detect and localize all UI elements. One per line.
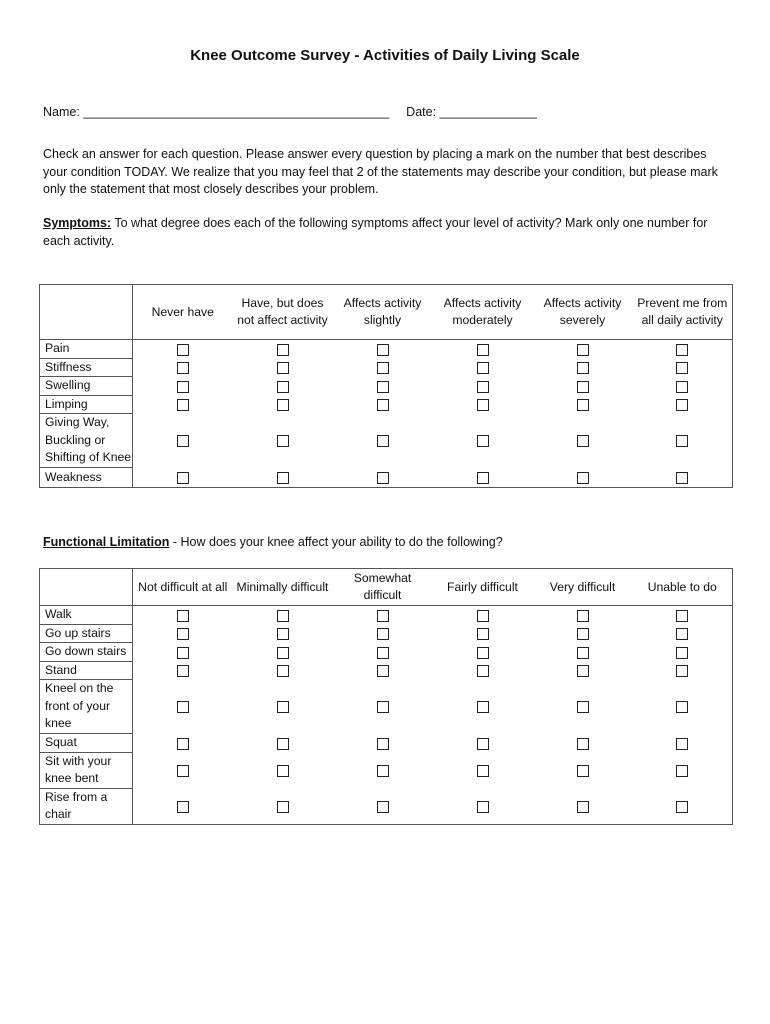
function-answer-cell: [633, 788, 733, 824]
answer-checkbox[interactable]: [477, 472, 489, 484]
symptoms-row: [40, 358, 733, 377]
answer-checkbox[interactable]: [277, 628, 289, 640]
symptoms-row-label: Limping: [40, 395, 133, 414]
answer-checkbox[interactable]: [177, 801, 189, 813]
symptoms-answer-cell: [233, 340, 333, 359]
function-heading: Functional Limitation: [43, 535, 170, 549]
answer-checkbox[interactable]: [177, 765, 189, 777]
answer-checkbox[interactable]: [377, 399, 389, 411]
function-answer-cell: [433, 752, 533, 788]
symptoms-answer-cell: [233, 358, 333, 377]
symptoms-answer-cell: [633, 468, 733, 488]
answer-checkbox[interactable]: [177, 647, 189, 659]
date-field[interactable]: ______________: [439, 105, 537, 119]
function-answer-cell: [633, 680, 733, 734]
function-row-label: Stand: [40, 661, 133, 680]
function-column-header: Minimally difficult: [233, 569, 333, 606]
symptoms-answer-cell: [533, 468, 633, 488]
answer-checkbox[interactable]: [577, 665, 589, 677]
symptoms-answer-cell: [433, 377, 533, 396]
function-answer-cell: [133, 788, 233, 824]
symptoms-row-label: Stiffness: [40, 358, 133, 377]
symptoms-answer-cell: [633, 340, 733, 359]
answer-checkbox[interactable]: [676, 628, 688, 640]
answer-checkbox[interactable]: [277, 610, 289, 622]
answer-checkbox[interactable]: [177, 665, 189, 677]
symptoms-question: To what degree does each of the following symptoms affect your level of activity? Mark only one number for each activity.: [43, 216, 708, 248]
function-answer-cell: [233, 606, 333, 625]
answer-checkbox[interactable]: [277, 435, 289, 447]
answer-checkbox[interactable]: [477, 610, 489, 622]
function-answer-cell: [233, 643, 333, 662]
function-row-label: Squat: [40, 734, 133, 753]
answer-checkbox[interactable]: [477, 344, 489, 356]
function-row: [40, 606, 733, 625]
answer-checkbox[interactable]: [676, 801, 688, 813]
symptoms-row-label: Pain: [40, 340, 133, 359]
symptoms-table: [39, 284, 733, 488]
symptoms-answer-cell: [633, 358, 733, 377]
answer-checkbox[interactable]: [477, 647, 489, 659]
function-answer-cell: [533, 734, 633, 753]
symptoms-row: [40, 340, 733, 359]
answer-checkbox[interactable]: [377, 765, 389, 777]
symptoms-column-header: Never have: [133, 285, 233, 340]
answer-checkbox[interactable]: [477, 399, 489, 411]
answer-checkbox[interactable]: [477, 381, 489, 393]
answer-checkbox[interactable]: [676, 344, 688, 356]
symptoms-answer-cell: [133, 377, 233, 396]
function-answer-cell: [233, 788, 333, 824]
answer-checkbox[interactable]: [577, 344, 589, 356]
symptoms-answer-cell: [333, 395, 433, 414]
symptoms-row-label: Giving Way, Buckling or Shifting of Knee: [40, 414, 133, 468]
symptoms-answer-cell: [233, 414, 333, 468]
symptoms-answer-cell: [133, 358, 233, 377]
symptoms-answer-cell: [433, 468, 533, 488]
function-row: [40, 788, 733, 824]
answer-checkbox[interactable]: [676, 738, 688, 750]
function-answer-cell: [433, 643, 533, 662]
symptoms-column-header: Have, but does not affect activity: [233, 285, 333, 340]
function-row: [40, 624, 733, 643]
function-column-header: Very difficult: [533, 569, 633, 606]
function-header-row: [40, 569, 733, 606]
answer-checkbox[interactable]: [277, 801, 289, 813]
symptoms-answer-cell: [633, 414, 733, 468]
answer-checkbox[interactable]: [676, 765, 688, 777]
answer-checkbox[interactable]: [377, 628, 389, 640]
symptoms-answer-cell: [233, 395, 333, 414]
function-answer-cell: [533, 643, 633, 662]
function-answer-cell: [333, 624, 433, 643]
answer-checkbox[interactable]: [177, 472, 189, 484]
symptoms-row: [40, 468, 733, 488]
function-answer-cell: [533, 606, 633, 625]
symptoms-answer-cell: [233, 468, 333, 488]
function-row-label: Sit with your knee bent: [40, 752, 133, 788]
function-question: - How does your knee affect your ability to do the following?: [172, 535, 503, 549]
function-answer-cell: [633, 624, 733, 643]
function-answer-cell: [133, 752, 233, 788]
answer-checkbox[interactable]: [177, 701, 189, 713]
symptoms-answer-cell: [533, 414, 633, 468]
answer-checkbox[interactable]: [377, 701, 389, 713]
function-answer-cell: [633, 606, 733, 625]
answer-checkbox[interactable]: [277, 765, 289, 777]
function-answer-cell: [133, 661, 233, 680]
answer-checkbox[interactable]: [676, 435, 688, 447]
symptoms-answer-cell: [133, 414, 233, 468]
function-column-header: Unable to do: [633, 569, 733, 606]
function-answer-cell: [433, 788, 533, 824]
answer-checkbox[interactable]: [477, 801, 489, 813]
answer-checkbox[interactable]: [377, 472, 389, 484]
function-answer-cell: [533, 788, 633, 824]
answer-checkbox[interactable]: [377, 381, 389, 393]
answer-checkbox[interactable]: [676, 381, 688, 393]
answer-checkbox[interactable]: [577, 647, 589, 659]
answer-checkbox[interactable]: [577, 765, 589, 777]
answer-checkbox[interactable]: [577, 381, 589, 393]
function-row: [40, 752, 733, 788]
function-answer-cell: [233, 752, 333, 788]
symptoms-answer-cell: [133, 340, 233, 359]
answer-checkbox[interactable]: [577, 701, 589, 713]
function-answer-cell: [333, 734, 433, 753]
answer-checkbox[interactable]: [277, 362, 289, 374]
answer-checkbox[interactable]: [277, 381, 289, 393]
answer-checkbox[interactable]: [177, 628, 189, 640]
function-row: [40, 661, 733, 680]
answer-checkbox[interactable]: [477, 665, 489, 677]
answer-checkbox[interactable]: [577, 362, 589, 374]
function-answer-cell: [233, 734, 333, 753]
answer-checkbox[interactable]: [277, 665, 289, 677]
function-answer-cell: [333, 643, 433, 662]
answer-checkbox[interactable]: [177, 381, 189, 393]
symptoms-answer-cell: [333, 340, 433, 359]
function-answer-cell: [433, 680, 533, 734]
symptoms-answer-cell: [533, 340, 633, 359]
answer-checkbox[interactable]: [577, 399, 589, 411]
function-answer-cell: [633, 752, 733, 788]
symptoms-column-header: Prevent me from all daily activity: [633, 285, 733, 340]
answer-checkbox[interactable]: [377, 738, 389, 750]
date-label: Date:: [406, 105, 437, 119]
function-answer-cell: [533, 680, 633, 734]
function-table: [39, 568, 733, 825]
answer-checkbox[interactable]: [177, 344, 189, 356]
answer-checkbox[interactable]: [377, 362, 389, 374]
answer-checkbox[interactable]: [277, 472, 289, 484]
answer-checkbox[interactable]: [377, 435, 389, 447]
answer-checkbox[interactable]: [377, 801, 389, 813]
function-column-header: Somewhat difficult: [333, 569, 433, 606]
answer-checkbox[interactable]: [177, 738, 189, 750]
answer-checkbox[interactable]: [577, 435, 589, 447]
answer-checkbox[interactable]: [477, 362, 489, 374]
symptoms-answer-cell: [133, 395, 233, 414]
function-answer-cell: [433, 606, 533, 625]
symptoms-answer-cell: [333, 358, 433, 377]
instructions-text: Check an answer for each question. Please answer every question by placing a mark on the number that best describes your condition TODAY. We realize that you may feel that 2 of the statements may describe your condition, but please mark only the statement that most closely describes your problem.: [43, 147, 718, 196]
function-answer-cell: [233, 680, 333, 734]
function-answer-cell: [333, 661, 433, 680]
function-answer-cell: [533, 624, 633, 643]
function-answer-cell: [633, 643, 733, 662]
function-header-corner: [40, 569, 133, 606]
function-row-label: Rise from a chair: [40, 788, 133, 824]
answer-checkbox[interactable]: [577, 610, 589, 622]
function-row: [40, 734, 733, 753]
function-answer-cell: [533, 752, 633, 788]
symptoms-answer-cell: [433, 340, 533, 359]
function-answer-cell: [133, 734, 233, 753]
answer-checkbox[interactable]: [676, 647, 688, 659]
answer-checkbox[interactable]: [377, 647, 389, 659]
answer-checkbox[interactable]: [277, 701, 289, 713]
function-column-header: Not difficult at all: [133, 569, 233, 606]
symptoms-header-corner: [40, 285, 133, 340]
answer-checkbox[interactable]: [377, 665, 389, 677]
symptoms-answer-cell: [633, 377, 733, 396]
function-row-label: Walk: [40, 606, 133, 625]
answer-checkbox[interactable]: [277, 647, 289, 659]
function-answer-cell: [133, 624, 233, 643]
symptoms-header-row: [40, 285, 733, 340]
symptoms-answer-cell: [533, 358, 633, 377]
symptoms-row: [40, 395, 733, 414]
answer-checkbox[interactable]: [676, 472, 688, 484]
symptoms-answer-cell: [433, 395, 533, 414]
symptoms-answer-cell: [133, 468, 233, 488]
symptoms-answer-cell: [633, 395, 733, 414]
function-answer-cell: [633, 661, 733, 680]
function-answer-cell: [533, 661, 633, 680]
answer-checkbox[interactable]: [577, 738, 589, 750]
symptoms-answer-cell: [233, 377, 333, 396]
symptoms-answer-cell: [433, 414, 533, 468]
symptoms-prompt: [43, 215, 723, 250]
function-answer-cell: [333, 606, 433, 625]
symptoms-answer-cell: [433, 358, 533, 377]
function-answer-cell: [233, 624, 333, 643]
answer-checkbox[interactable]: [277, 399, 289, 411]
page-title: Knee Outcome Survey - Activities of Daily Living Scale: [190, 47, 580, 64]
answer-checkbox[interactable]: [277, 344, 289, 356]
answer-checkbox[interactable]: [577, 801, 589, 813]
answer-checkbox[interactable]: [177, 435, 189, 447]
answer-checkbox[interactable]: [377, 344, 389, 356]
answer-checkbox[interactable]: [676, 665, 688, 677]
symptoms-heading: Symptoms:: [43, 216, 112, 230]
function-answer-cell: [433, 734, 533, 753]
symptoms-row: [40, 414, 733, 468]
answer-checkbox[interactable]: [676, 610, 688, 622]
answer-checkbox[interactable]: [577, 628, 589, 640]
symptoms-answer-cell: [333, 414, 433, 468]
answer-checkbox[interactable]: [477, 628, 489, 640]
symptoms-row-label: Weakness: [40, 468, 133, 488]
function-answer-cell: [133, 643, 233, 662]
answer-checkbox[interactable]: [177, 362, 189, 374]
function-prompt: [43, 534, 723, 552]
function-row-label: Go up stairs: [40, 624, 133, 643]
function-row: [40, 680, 733, 734]
function-column-header: Fairly difficult: [433, 569, 533, 606]
function-answer-cell: [333, 680, 433, 734]
answer-checkbox[interactable]: [676, 362, 688, 374]
function-row-label: Go down stairs: [40, 643, 133, 662]
function-answer-cell: [133, 680, 233, 734]
symptoms-row-label: Swelling: [40, 377, 133, 396]
answer-checkbox[interactable]: [277, 738, 289, 750]
function-row: [40, 643, 733, 662]
answer-checkbox[interactable]: [177, 399, 189, 411]
symptoms-row: [40, 377, 733, 396]
symptoms-column-header: Affects activity slightly: [333, 285, 433, 340]
answer-checkbox[interactable]: [676, 399, 688, 411]
function-answer-cell: [133, 606, 233, 625]
symptoms-answer-cell: [333, 468, 433, 488]
symptoms-answer-cell: [533, 395, 633, 414]
patient-fields: [43, 105, 537, 119]
function-answer-cell: [333, 752, 433, 788]
function-answer-cell: [333, 788, 433, 824]
answer-checkbox[interactable]: [676, 701, 688, 713]
symptoms-answer-cell: [533, 377, 633, 396]
name-field[interactable]: ____________________________________________: [83, 105, 390, 119]
function-row-label: Kneel on the front of your knee: [40, 680, 133, 734]
answer-checkbox[interactable]: [177, 610, 189, 622]
symptoms-column-header: Affects activity moderately: [433, 285, 533, 340]
answer-checkbox[interactable]: [477, 435, 489, 447]
symptoms-column-header: Affects activity severely: [533, 285, 633, 340]
answer-checkbox[interactable]: [377, 610, 389, 622]
answer-checkbox[interactable]: [477, 738, 489, 750]
function-answer-cell: [433, 661, 533, 680]
function-answer-cell: [633, 734, 733, 753]
answer-checkbox[interactable]: [477, 765, 489, 777]
name-label: Name:: [43, 105, 80, 119]
answer-checkbox[interactable]: [577, 472, 589, 484]
symptoms-answer-cell: [333, 377, 433, 396]
function-answer-cell: [433, 624, 533, 643]
function-answer-cell: [233, 661, 333, 680]
answer-checkbox[interactable]: [477, 701, 489, 713]
